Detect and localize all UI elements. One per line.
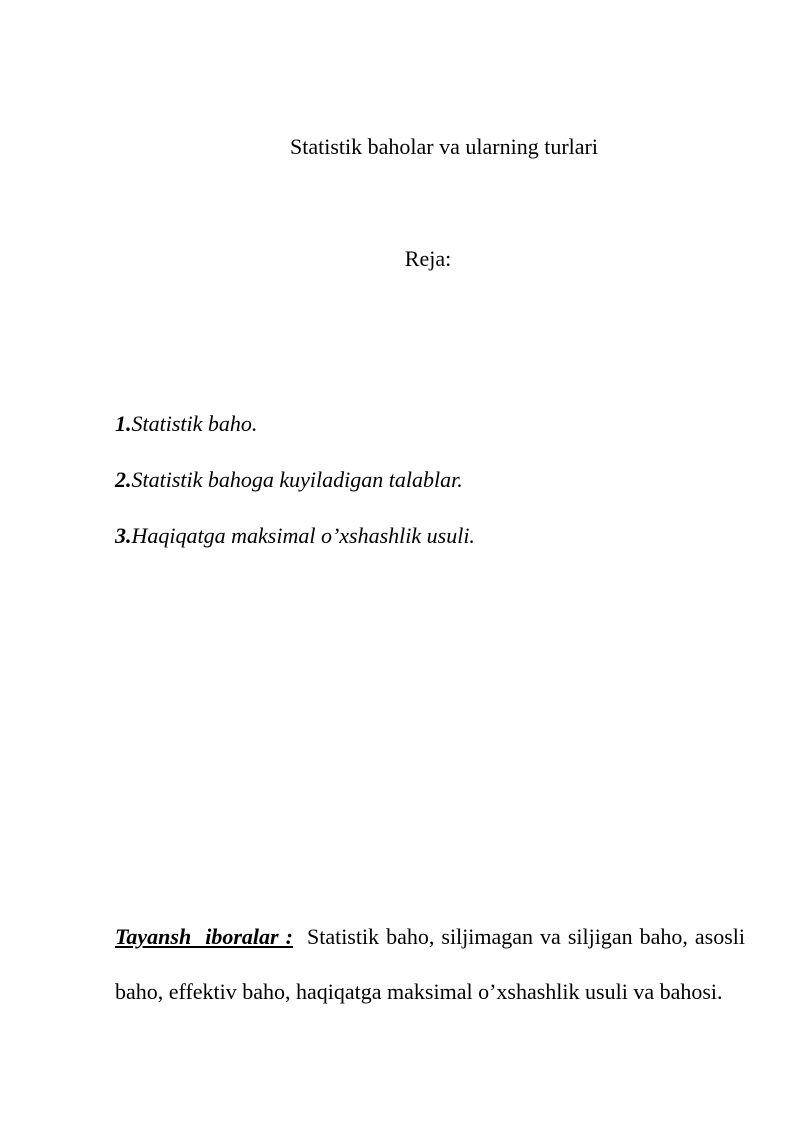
plan-list (115, 408, 475, 576)
plan-item-text: Statistik bahoga kuyiladigan talablar. (131, 467, 463, 492)
plan-item-number: 3. (115, 523, 132, 548)
plan-item-number: 1. (115, 411, 132, 436)
plan-item (115, 408, 475, 464)
plan-item (115, 520, 475, 576)
keywords-text: Statistik baho, siljimagan va siljigan baho, asosli baho, effektiv baho, haqiqatga maksimal o’xshashlik usuli va bahosi. (115, 924, 746, 1004)
plan-item (115, 464, 475, 520)
plan-heading: Reja: (404, 246, 452, 271)
document-title: Statistik baholar va ularning turlari (290, 134, 598, 159)
keywords-paragraph (115, 909, 745, 1019)
plan-item-text: Haqiqatga maksimal o’xshashlik usuli. (131, 523, 475, 548)
plan-item-text: Statistik baho. (131, 411, 258, 436)
keywords-label: Tayansh iboralar : (115, 924, 293, 949)
plan-item-number: 2. (115, 467, 132, 492)
